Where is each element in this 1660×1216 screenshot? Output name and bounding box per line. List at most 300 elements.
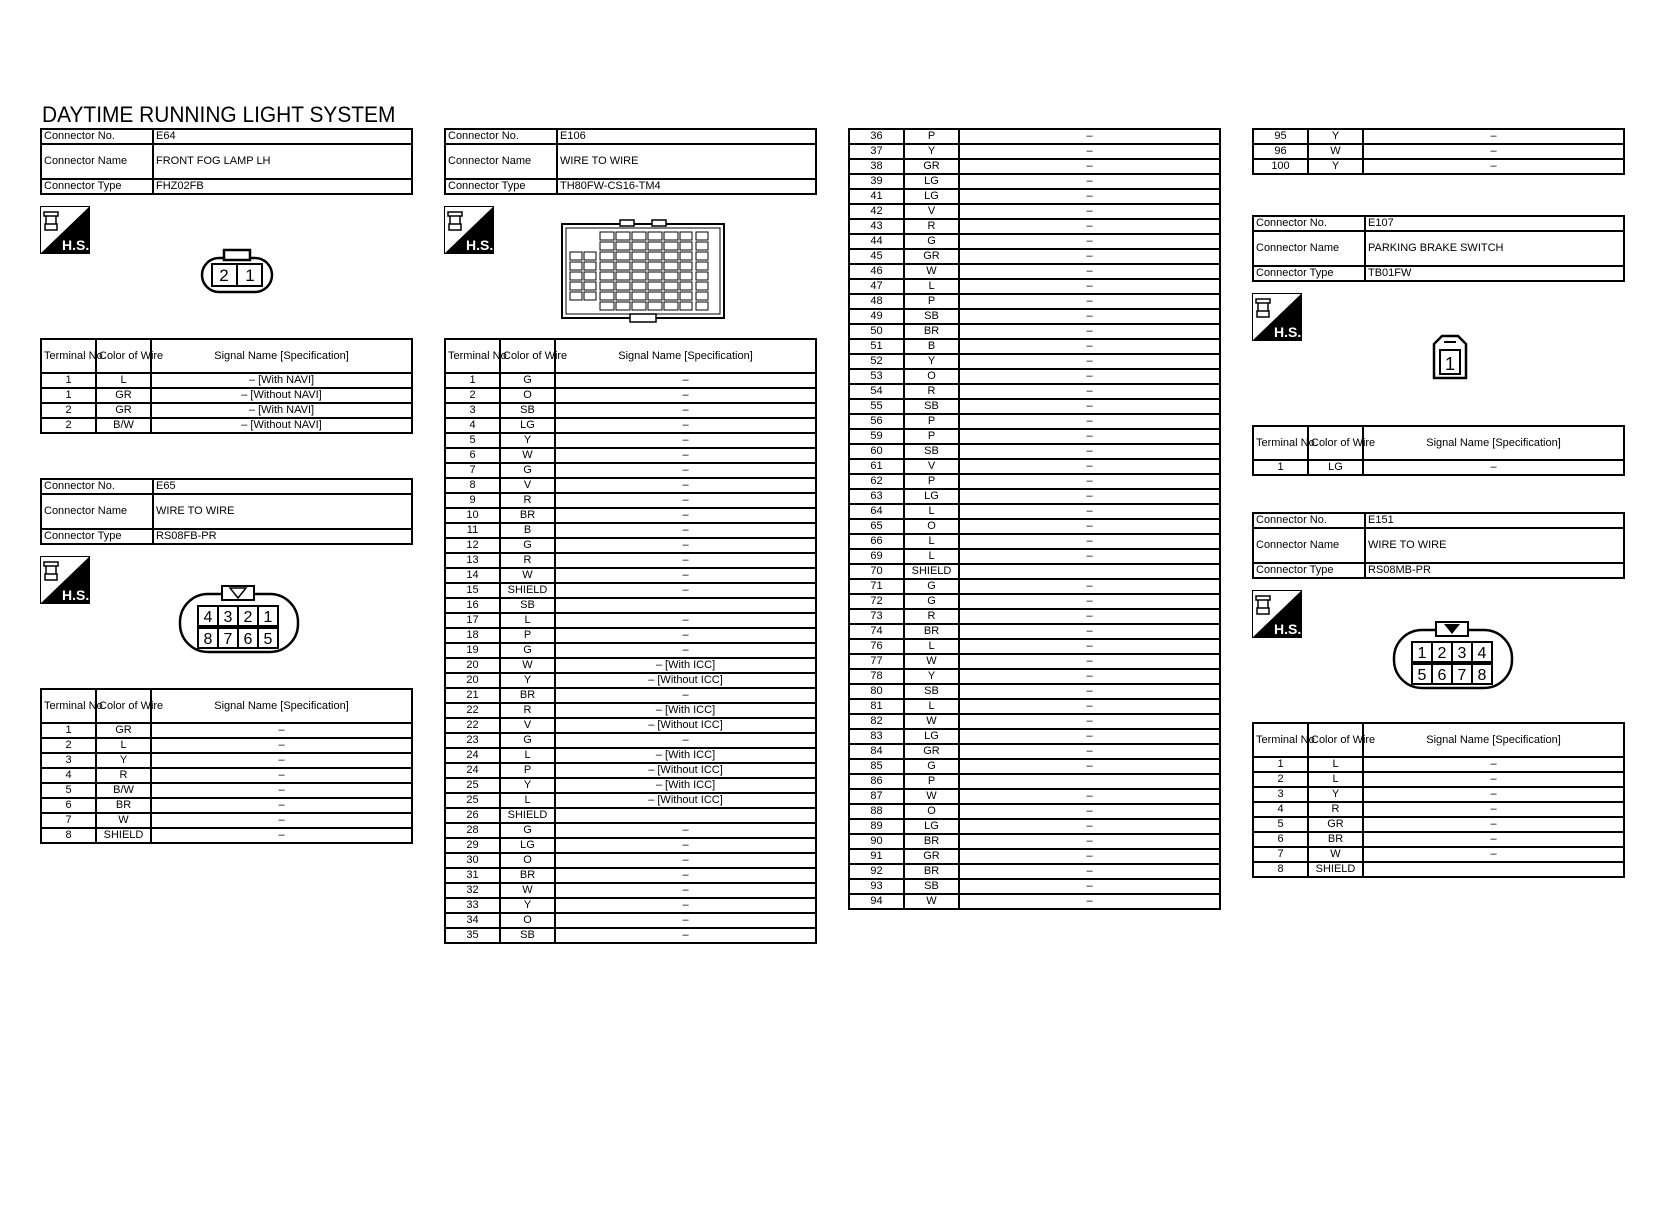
terminal-no-cell: 45 — [849, 249, 904, 264]
signal-name-cell: – — [959, 639, 1220, 654]
table-row — [849, 534, 1220, 549]
signal-name-cell: – — [151, 798, 412, 813]
wire-color-cell: SB — [904, 444, 959, 459]
pin-cell — [616, 232, 630, 240]
signal-name-cell: – — [151, 723, 412, 738]
terminal-no-cell: 8 — [41, 828, 96, 843]
wire-color-cell: LG — [500, 418, 555, 433]
wire-color-cell: R — [904, 219, 959, 234]
connector-e65-face — [178, 584, 300, 654]
terminal-no-cell: 51 — [849, 339, 904, 354]
pin-cell — [570, 262, 582, 270]
signal-name-cell: – — [1363, 159, 1624, 174]
wire-color-cell: SB — [904, 684, 959, 699]
wire-color-cell: P — [500, 628, 555, 643]
table-row — [445, 913, 816, 928]
terminal-no-cell: 80 — [849, 684, 904, 699]
signal-name-cell: – — [555, 448, 816, 463]
pin-label: 1 — [1444, 354, 1456, 374]
page-title: DAYTIME RUNNING LIGHT SYSTEM — [42, 102, 396, 127]
wire-color-cell: L — [1308, 757, 1363, 772]
terminal-table-e106-cont2 — [1252, 128, 1625, 175]
signal-name-cell: – — [1363, 787, 1624, 802]
wire-color-cell: O — [500, 913, 555, 928]
wire-color-cell: G — [500, 373, 555, 388]
terminal-no-cell: 61 — [849, 459, 904, 474]
pin-cell — [616, 262, 630, 270]
signal-name-cell: – — [555, 928, 816, 943]
terminal-no-cell: 56 — [849, 414, 904, 429]
terminal-no-cell: 25 — [445, 793, 500, 808]
pin-cell — [664, 292, 678, 300]
signal-name-cell: – — [555, 838, 816, 853]
wire-color-cell: BR — [904, 624, 959, 639]
terminal-no-cell: 41 — [849, 189, 904, 204]
signal-name-cell: – — [555, 403, 816, 418]
table-row — [445, 883, 816, 898]
signal-name-cell: – — [555, 898, 816, 913]
connector-type-value: RS08FB-PR — [153, 529, 412, 544]
table-row — [849, 654, 1220, 669]
table-row — [41, 783, 412, 798]
terminal-no-cell: 12 — [445, 538, 500, 553]
wire-color-cell: BR — [500, 868, 555, 883]
signal-name-cell: – — [959, 729, 1220, 744]
table-row — [41, 768, 412, 783]
terminal-no-cell: 73 — [849, 609, 904, 624]
terminal-table-e65 — [40, 688, 413, 844]
pin-cell — [584, 292, 596, 300]
signal-name-cell: – — [959, 159, 1220, 174]
pin-label: 3 — [223, 609, 233, 626]
pin-label: 2 — [243, 609, 253, 626]
terminal-no-cell: 88 — [849, 804, 904, 819]
table-row — [41, 403, 412, 418]
table-row — [445, 478, 816, 493]
table-row — [849, 549, 1220, 564]
signal-name-cell: – — [151, 813, 412, 828]
table-row — [445, 808, 816, 823]
connector-name-value: FRONT FOG LAMP LH — [153, 144, 412, 179]
table-row — [1253, 129, 1624, 144]
pin-cell — [600, 282, 614, 290]
pin-cell — [648, 272, 662, 280]
table-row — [849, 759, 1220, 774]
terminal-no-cell: 13 — [445, 553, 500, 568]
signal-name-cell: – [With ICC] — [555, 658, 816, 673]
signal-name-cell: – — [959, 129, 1220, 144]
terminal-no-cell: 1 — [41, 373, 96, 388]
terminal-no-cell: 55 — [849, 399, 904, 414]
signal-name-cell: – — [1363, 817, 1624, 832]
connector-e64-face — [200, 246, 274, 294]
table-row — [849, 129, 1220, 144]
pin-label: 2 — [1437, 645, 1447, 662]
table-row — [849, 819, 1220, 834]
pin-cell — [616, 242, 630, 250]
terminal-no-cell: 2 — [445, 388, 500, 403]
connector-e107-face — [1432, 334, 1468, 380]
wire-color-cell: SB — [904, 879, 959, 894]
pin-cell — [648, 262, 662, 270]
terminal-no-cell: 1 — [41, 388, 96, 403]
table-row — [849, 444, 1220, 459]
wire-color-cell: Y — [500, 673, 555, 688]
terminal-no-cell: 87 — [849, 789, 904, 804]
signal-name-cell: – — [151, 828, 412, 843]
wire-color-cell: Y — [1308, 159, 1363, 174]
terminal-no-cell: 3 — [41, 753, 96, 768]
pin-cell — [664, 242, 678, 250]
signal-name-cell: – — [555, 418, 816, 433]
signal-name-cell: – [With ICC] — [555, 748, 816, 763]
wire-color-cell: G — [500, 823, 555, 838]
table-row — [1253, 144, 1624, 159]
signal-name-cell: – — [151, 738, 412, 753]
pin-cell — [664, 272, 678, 280]
connector-no-value: E106 — [557, 129, 816, 144]
wire-color-cell: B — [904, 339, 959, 354]
pin-cell — [696, 242, 708, 250]
signal-name-cell — [555, 808, 816, 823]
table-row — [445, 673, 816, 688]
wire-color-cell: P — [904, 414, 959, 429]
terminal-no-cell: 21 — [445, 688, 500, 703]
terminal-table-e106 — [444, 338, 817, 944]
table-row — [849, 354, 1220, 369]
signal-name-cell: – — [555, 463, 816, 478]
wire-color-cell: W — [904, 654, 959, 669]
signal-name-cell: – — [959, 864, 1220, 879]
table-row — [849, 804, 1220, 819]
connector-no-label: Connector No. — [1253, 216, 1365, 231]
signal-name-cell: – — [959, 819, 1220, 834]
wire-color-cell: BR — [904, 864, 959, 879]
wire-color-cell: L — [904, 699, 959, 714]
pin-cell — [600, 272, 614, 280]
wire-color-cell: P — [500, 763, 555, 778]
pin-cell — [680, 282, 692, 290]
wire-color-cell: O — [904, 519, 959, 534]
pin-cell — [632, 272, 646, 280]
wire-color-cell: W — [500, 658, 555, 673]
table-row — [849, 609, 1220, 624]
pin-cell — [600, 252, 614, 260]
table-row — [849, 684, 1220, 699]
pin-cell — [584, 262, 596, 270]
wire-color-cell: LG — [904, 489, 959, 504]
connector-name-label: Connector Name — [1253, 231, 1365, 266]
terminal-no-cell: 60 — [849, 444, 904, 459]
terminal-no-header: Terminal No. — [41, 689, 96, 723]
pin-cell — [632, 282, 646, 290]
table-row — [445, 928, 816, 943]
terminal-no-cell: 1 — [41, 723, 96, 738]
table-row — [849, 264, 1220, 279]
signal-name-cell: – — [555, 688, 816, 703]
pin-cell — [600, 262, 614, 270]
signal-name-cell: – — [555, 523, 816, 538]
signal-name-cell — [1363, 862, 1624, 877]
signal-name-cell: – — [1363, 772, 1624, 787]
signal-name-cell: – [With NAVI] — [151, 403, 412, 418]
signal-name-cell: – — [555, 583, 816, 598]
hs-icon — [444, 206, 494, 254]
signal-name-cell: – — [959, 474, 1220, 489]
hs-label: H.S. — [62, 237, 90, 253]
table-row — [41, 753, 412, 768]
wire-color-cell: G — [500, 538, 555, 553]
pin-cell — [696, 252, 708, 260]
pin-cell — [664, 262, 678, 270]
wire-color-cell: LG — [904, 189, 959, 204]
wire-color-cell: Y — [1308, 787, 1363, 802]
table-row — [849, 519, 1220, 534]
wire-color-cell: P — [904, 474, 959, 489]
table-row — [849, 714, 1220, 729]
pin-label: 7 — [1457, 667, 1467, 684]
table-row — [849, 489, 1220, 504]
signal-name-cell: – — [959, 324, 1220, 339]
terminal-no-cell: 82 — [849, 714, 904, 729]
terminal-no-cell: 7 — [445, 463, 500, 478]
signal-name-cell: – — [555, 478, 816, 493]
signal-name-cell: – — [959, 609, 1220, 624]
table-row — [849, 744, 1220, 759]
wire-color-cell: W — [1308, 144, 1363, 159]
terminal-no-cell: 2 — [41, 738, 96, 753]
terminal-no-cell: 33 — [445, 898, 500, 913]
terminal-no-header: Terminal No. — [445, 339, 500, 373]
wire-color-cell: O — [904, 369, 959, 384]
signal-name-cell: – — [555, 628, 816, 643]
connector-name-value: PARKING BRAKE SWITCH — [1365, 231, 1624, 266]
signal-name-cell: – — [959, 579, 1220, 594]
signal-name-cell: – — [959, 459, 1220, 474]
hs-icon — [1252, 293, 1302, 341]
signal-name-cell: – — [959, 789, 1220, 804]
signal-name-cell: – — [555, 493, 816, 508]
terminal-no-cell: 93 — [849, 879, 904, 894]
table-row — [41, 373, 412, 388]
terminal-no-cell: 2 — [41, 403, 96, 418]
terminal-no-cell: 95 — [1253, 129, 1308, 144]
wire-color-cell: Y — [904, 669, 959, 684]
terminal-no-cell: 5 — [41, 783, 96, 798]
signal-name-cell: – — [959, 189, 1220, 204]
table-row — [445, 463, 816, 478]
terminal-no-cell: 19 — [445, 643, 500, 658]
terminal-no-cell: 4 — [445, 418, 500, 433]
wire-color-cell: BR — [1308, 832, 1363, 847]
connector-no-label: Connector No. — [41, 479, 153, 494]
terminal-no-cell: 8 — [1253, 862, 1308, 877]
table-row — [41, 418, 412, 433]
table-row — [445, 898, 816, 913]
table-row — [849, 399, 1220, 414]
pin-cell — [648, 242, 662, 250]
pin-cell — [600, 302, 614, 310]
connector-type-label: Connector Type — [445, 179, 557, 194]
signal-name-cell: – [Without ICC] — [555, 763, 816, 778]
table-row — [445, 853, 816, 868]
connector-type-value: TH80FW-CS16-TM4 — [557, 179, 816, 194]
terminal-no-cell: 66 — [849, 534, 904, 549]
signal-name-cell: – — [555, 643, 816, 658]
terminal-table-e151 — [1252, 722, 1625, 878]
table-row — [849, 234, 1220, 249]
terminal-no-cell: 65 — [849, 519, 904, 534]
signal-name-cell: – — [959, 264, 1220, 279]
pin-cell — [632, 252, 646, 260]
signal-name-cell: – — [959, 204, 1220, 219]
table-row — [1253, 159, 1624, 174]
pin-cell — [680, 232, 692, 240]
pin-cell — [616, 272, 630, 280]
terminal-no-cell: 28 — [445, 823, 500, 838]
pin-cell — [664, 252, 678, 260]
table-row — [849, 159, 1220, 174]
signal-name-cell: – — [959, 519, 1220, 534]
table-row — [1253, 847, 1624, 862]
table-row — [41, 738, 412, 753]
signal-name-cell: – — [959, 174, 1220, 189]
pin-cell — [600, 232, 614, 240]
table-row — [445, 523, 816, 538]
pin-cell — [664, 232, 678, 240]
terminal-no-cell: 78 — [849, 669, 904, 684]
pin-cell — [648, 282, 662, 290]
terminal-no-cell: 24 — [445, 748, 500, 763]
wire-color-cell: Y — [904, 354, 959, 369]
terminal-table-e107 — [1252, 425, 1625, 476]
wire-color-cell: G — [500, 643, 555, 658]
wire-color-cell: W — [904, 714, 959, 729]
connector-type-value: TB01FW — [1365, 266, 1624, 281]
wire-color-cell: R — [1308, 802, 1363, 817]
table-row — [445, 718, 816, 733]
pin-label: 5 — [1417, 667, 1427, 684]
wire-color-cell: L — [500, 793, 555, 808]
terminal-no-cell: 14 — [445, 568, 500, 583]
table-row — [1253, 460, 1624, 475]
wire-color-cell: P — [904, 294, 959, 309]
wire-color-cell: LG — [904, 174, 959, 189]
signal-name-cell: – — [555, 823, 816, 838]
connector-e106-info — [444, 128, 817, 195]
terminal-no-cell: 52 — [849, 354, 904, 369]
hs-icon — [40, 556, 90, 604]
wire-color-cell: LG — [904, 729, 959, 744]
wire-color-cell: W — [96, 813, 151, 828]
pin-cell — [680, 272, 692, 280]
wire-color-cell: SHIELD — [500, 808, 555, 823]
pin-cell — [680, 302, 692, 310]
terminal-no-cell: 22 — [445, 703, 500, 718]
table-row — [445, 373, 816, 388]
wire-color-cell: LG — [1308, 460, 1363, 475]
wire-color-cell: Y — [500, 778, 555, 793]
signal-name-cell: – — [1363, 757, 1624, 772]
wire-color-cell: O — [500, 853, 555, 868]
signal-name-cell: – — [1363, 832, 1624, 847]
signal-name-cell: – — [555, 883, 816, 898]
terminal-no-cell: 1 — [445, 373, 500, 388]
pin-cell — [584, 282, 596, 290]
table-row — [445, 418, 816, 433]
terminal-no-cell: 2 — [41, 418, 96, 433]
pin-label: 6 — [1437, 667, 1447, 684]
terminal-no-header: Terminal No. — [41, 339, 96, 373]
terminal-no-cell: 50 — [849, 324, 904, 339]
wire-color-cell: B/W — [96, 418, 151, 433]
terminal-no-cell: 7 — [1253, 847, 1308, 862]
pin-cell — [632, 242, 646, 250]
table-row — [445, 643, 816, 658]
terminal-no-cell: 76 — [849, 639, 904, 654]
signal-name-cell: – [With NAVI] — [151, 373, 412, 388]
hs-icon — [1252, 590, 1302, 638]
wire-color-cell: GR — [904, 159, 959, 174]
table-row — [849, 459, 1220, 474]
wire-color-cell: BR — [500, 688, 555, 703]
terminal-no-cell: 31 — [445, 868, 500, 883]
table-row — [445, 823, 816, 838]
signal-name-cell: – — [959, 354, 1220, 369]
wire-color-cell: BR — [500, 508, 555, 523]
terminal-no-cell: 81 — [849, 699, 904, 714]
color-header: Color of Wire — [1308, 426, 1363, 460]
connector-name-label: Connector Name — [41, 144, 153, 179]
terminal-no-cell: 7 — [41, 813, 96, 828]
connector-name-label: Connector Name — [41, 494, 153, 529]
wire-color-cell: W — [500, 448, 555, 463]
signal-name-cell: – — [959, 654, 1220, 669]
terminal-no-cell: 38 — [849, 159, 904, 174]
connector-name-label: Connector Name — [445, 144, 557, 179]
signal-name-cell: – — [959, 429, 1220, 444]
signal-name-cell: – — [959, 714, 1220, 729]
color-header: Color of Wire — [96, 339, 151, 373]
wire-color-cell: BR — [904, 834, 959, 849]
wire-color-cell: O — [500, 388, 555, 403]
pin-label: 6 — [243, 631, 253, 648]
hs-icon — [40, 206, 90, 254]
signal-name-cell: – — [1363, 129, 1624, 144]
wire-color-cell: Y — [500, 433, 555, 448]
signal-name-cell: – — [555, 388, 816, 403]
pin-label: 4 — [203, 609, 213, 626]
table-row — [849, 864, 1220, 879]
terminal-no-cell: 17 — [445, 613, 500, 628]
wire-color-cell: L — [904, 639, 959, 654]
signal-name-cell: – — [555, 373, 816, 388]
wire-color-cell: L — [904, 549, 959, 564]
table-row — [849, 474, 1220, 489]
terminal-no-header: Terminal No. — [1253, 426, 1308, 460]
terminal-no-cell: 20 — [445, 673, 500, 688]
table-row — [41, 798, 412, 813]
pin-cell — [616, 292, 630, 300]
signal-name-cell: – [With ICC] — [555, 703, 816, 718]
terminal-no-cell: 23 — [445, 733, 500, 748]
signal-name-cell: – — [959, 834, 1220, 849]
terminal-no-cell: 1 — [1253, 757, 1308, 772]
wire-color-cell: SB — [904, 309, 959, 324]
wire-color-cell: BR — [96, 798, 151, 813]
table-row — [41, 388, 412, 403]
terminal-no-cell: 20 — [445, 658, 500, 673]
